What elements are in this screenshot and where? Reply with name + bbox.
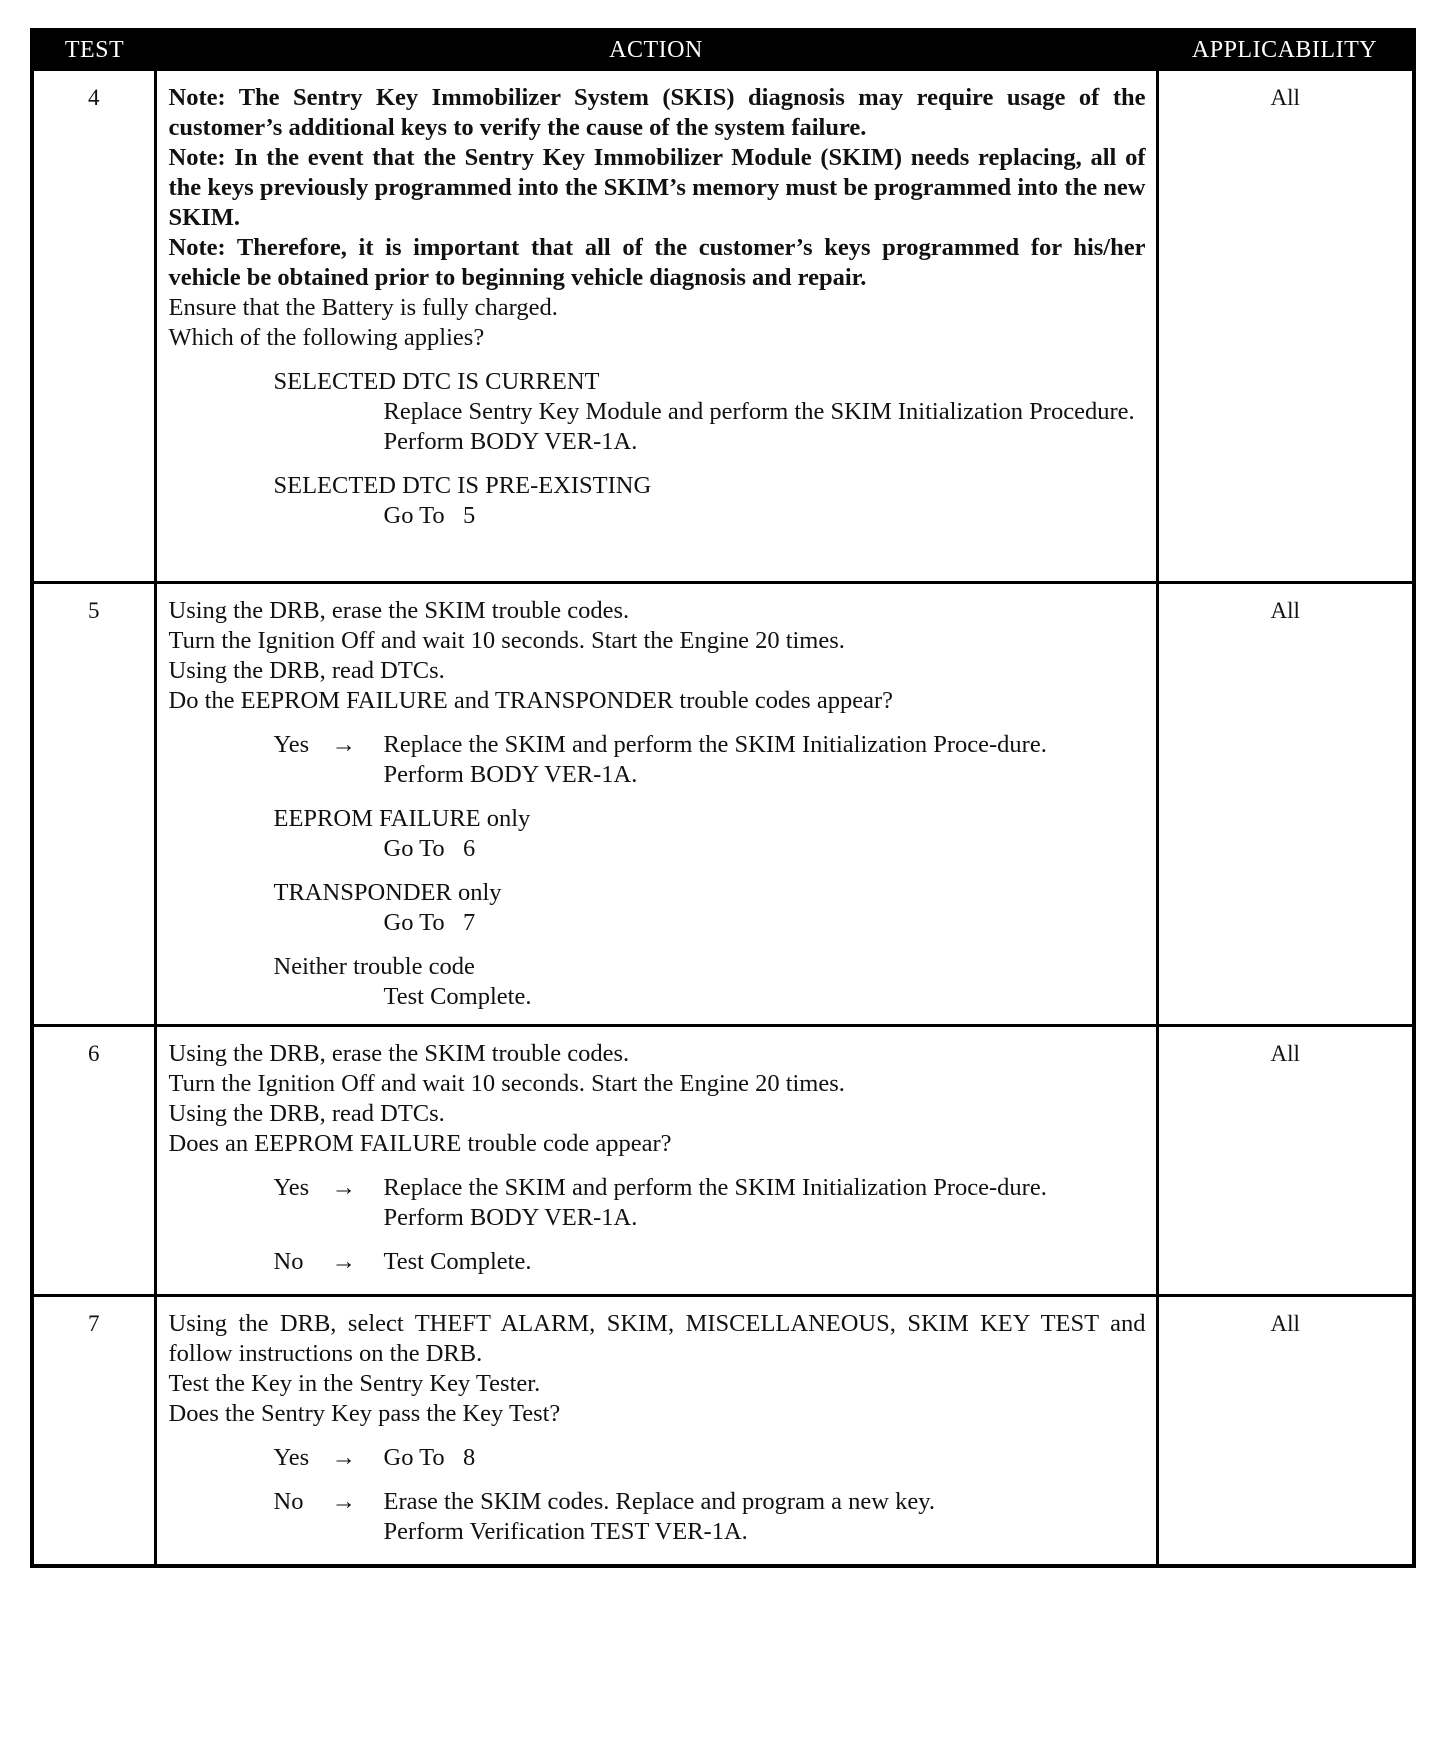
- result-option: [169, 878, 1146, 938]
- action-cell: [155, 1026, 1157, 1296]
- test-number: 4: [32, 70, 155, 583]
- option-action-line: Perform BODY VER-1A.: [383, 761, 638, 788]
- table-row-test-7: [32, 1296, 1414, 1566]
- option-action: Go To 5: [383, 502, 476, 529]
- applicability-value: All: [1157, 70, 1414, 583]
- arrow-icon: →: [331, 1174, 356, 1201]
- option-action-line: Go To 8: [383, 1444, 476, 1471]
- option-condition: TRANSPONDER only: [273, 879, 502, 906]
- test-number: 7: [32, 1296, 155, 1566]
- applicability-value: All: [1157, 1026, 1414, 1296]
- action-cell: [155, 583, 1157, 1026]
- option-action: Go To 6: [383, 835, 476, 862]
- note-text: Note: The Sentry Key Immobilizer System (SKIS) diagnosis may require usage of the customer’s additional keys to verify the cause of the system failure.: [168, 84, 1146, 141]
- option-action-line: Test Complete.: [383, 1248, 532, 1275]
- option-action: Perform BODY VER-1A.: [383, 428, 638, 455]
- option-label: Yes: [273, 731, 310, 758]
- option-action-line: Perform BODY VER-1A.: [383, 1204, 638, 1231]
- result-option: [169, 1247, 1146, 1277]
- instruction-text: Does the Sentry Key pass the Key Test?: [168, 1400, 561, 1427]
- option-action: [384, 1247, 1146, 1277]
- instruction-text: Ensure that the Battery is fully charged.: [168, 294, 558, 321]
- option-action: Replace Sentry Key Module and perform the SKIM Initialization Procedure.: [383, 398, 1135, 425]
- option-action: [384, 1443, 1146, 1473]
- note-text: Note: Therefore, it is important that all of the customer’s keys programmed for his/her vehicle be obtained prior to beginning vehicle diagnosis and repair.: [168, 234, 1146, 291]
- option-condition: Neither trouble code: [273, 953, 475, 980]
- table-header-row: [32, 30, 1414, 70]
- instruction-text: Turn the Ignition Off and wait 10 seconds. Start the Engine 20 times.: [168, 627, 845, 654]
- header-test: TEST: [32, 30, 155, 70]
- action-cell: [155, 1296, 1157, 1566]
- arrow-icon: →: [331, 1488, 356, 1515]
- result-option: [169, 471, 1146, 531]
- instruction-text: Do the EEPROM FAILURE and TRANSPONDER trouble codes appear?: [168, 687, 893, 714]
- option-condition: EEPROM FAILURE only: [273, 805, 531, 832]
- result-option: [169, 1173, 1146, 1233]
- arrow-icon: →: [331, 731, 356, 758]
- result-option: [169, 804, 1146, 864]
- option-condition: SELECTED DTC IS CURRENT: [273, 368, 600, 395]
- option-action-line: Replace the SKIM and perform the SKIM Initialization Proce-dure.: [383, 1174, 1047, 1201]
- result-option: [169, 952, 1146, 1012]
- instruction-text: Using the DRB, erase the SKIM trouble codes.: [168, 597, 630, 624]
- option-condition: SELECTED DTC IS PRE-EXISTING: [273, 472, 652, 499]
- option-action: [384, 1173, 1146, 1233]
- header-action: ACTION: [155, 30, 1157, 70]
- diagnostic-table: [30, 28, 1416, 1568]
- instruction-text: Turn the Ignition Off and wait 10 seconds. Start the Engine 20 times.: [168, 1070, 845, 1097]
- instruction-text: Does an EEPROM FAILURE trouble code appear?: [168, 1130, 672, 1157]
- option-action: [384, 730, 1146, 790]
- arrow-icon: →: [331, 1444, 356, 1471]
- option-label: Yes: [273, 1444, 310, 1471]
- result-option: [169, 1443, 1146, 1473]
- table-row-test-5: [32, 583, 1414, 1026]
- option-action-line: Perform Verification TEST VER-1A.: [383, 1518, 748, 1545]
- option-action: [384, 1487, 1146, 1547]
- arrow-icon: →: [331, 1248, 356, 1275]
- option-action-line: Replace the SKIM and perform the SKIM Initialization Proce-dure.: [383, 731, 1047, 758]
- result-option: [169, 367, 1146, 457]
- option-action: Test Complete.: [383, 983, 532, 1010]
- option-label: No: [273, 1248, 304, 1275]
- test-number: 6: [32, 1026, 155, 1296]
- result-option: [169, 1487, 1146, 1547]
- action-cell: [155, 70, 1157, 583]
- instruction-text: Using the DRB, select THEFT ALARM, SKIM, MISCELLANEOUS, SKIM KEY TEST and follow instructions on the DRB.: [168, 1310, 1146, 1367]
- header-applicability: APPLICABILITY: [1157, 30, 1414, 70]
- applicability-value: All: [1157, 1296, 1414, 1566]
- option-action-line: Erase the SKIM codes. Replace and program a new key.: [383, 1488, 936, 1515]
- instruction-text: Which of the following applies?: [168, 324, 485, 351]
- option-label: Yes: [273, 1174, 310, 1201]
- instruction-text: Using the DRB, erase the SKIM trouble codes.: [168, 1040, 630, 1067]
- table-row-test-6: [32, 1026, 1414, 1296]
- option-action: Go To 7: [383, 909, 476, 936]
- instruction-text: Using the DRB, read DTCs.: [168, 1100, 445, 1127]
- test-number: 5: [32, 583, 155, 1026]
- applicability-value: All: [1157, 583, 1414, 1026]
- note-text: Note: In the event that the Sentry Key Immobilizer Module (SKIM) needs replacing, all of the keys previously programmed into the SKIM’s memory must be programmed into the new SKIM.: [168, 144, 1146, 231]
- instruction-text: Using the DRB, read DTCs.: [168, 657, 445, 684]
- instruction-text: Test the Key in the Sentry Key Tester.: [168, 1370, 541, 1397]
- result-option: [169, 730, 1146, 790]
- option-label: No: [273, 1488, 304, 1515]
- table-row-test-4: [32, 70, 1414, 583]
